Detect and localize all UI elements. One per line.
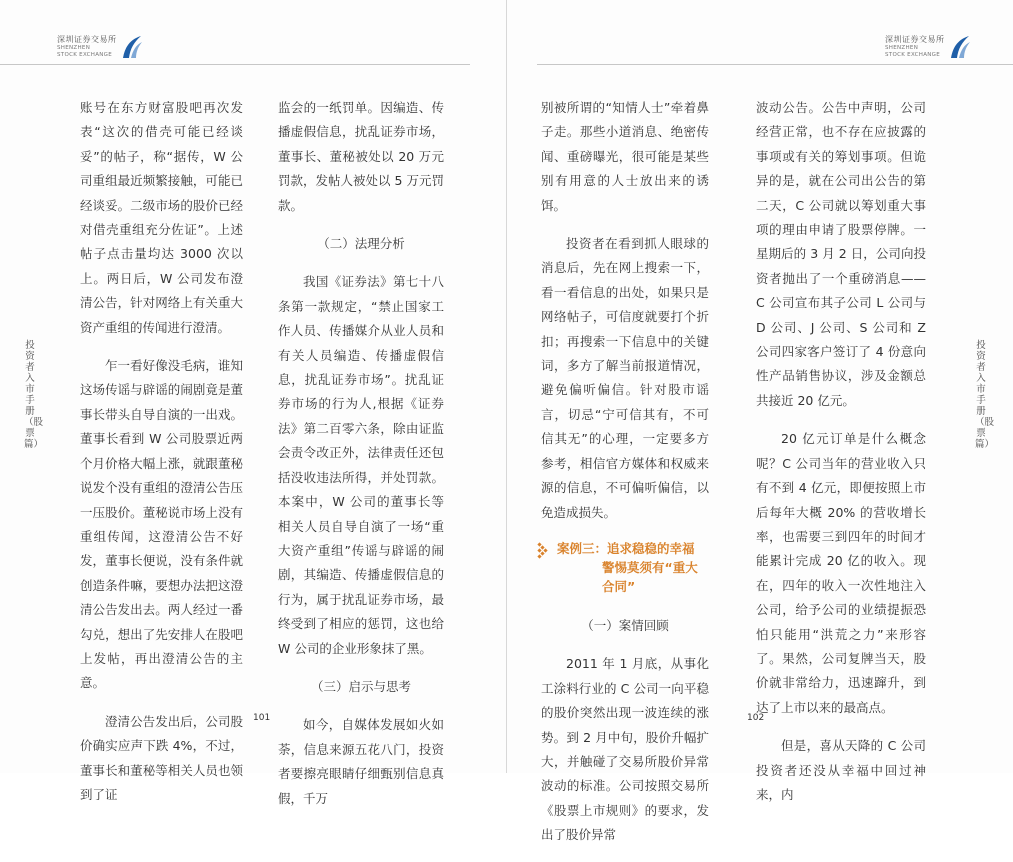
right-column-1 (541, 96, 709, 862)
logo-en-2: STOCK EXCHANGE (57, 52, 113, 58)
szse-logo-icon (949, 34, 971, 60)
section-heading: （三）启示与思考 (310, 678, 411, 694)
szse-logo-icon (121, 34, 143, 60)
case-heading (537, 539, 709, 596)
header-rule (537, 64, 1013, 65)
paragraph: 账号在东方财富股吧再次发表“这次的借壳可能已经谈妥”的帖子，称“据传，W 公司重组最近频繁接触，可能已经谈妥。二级市场的股价已经对借壳重组充分佐证”。上述帖子点击量均达 3000 次以上。两日后，W 公司发布澄清公告，针对网络上有关重大资产重组的传闻进行澄清。 (80, 100, 243, 335)
right-column-2 (756, 96, 926, 821)
section-heading: （二）法理分析 (317, 236, 405, 252)
szse-logo (57, 34, 143, 60)
paragraph: 如今，自媒体发展如火如荼，信息来源五花八门，投资者要擦亮眼睛仔细甄别信息真假，千万 (278, 717, 444, 806)
paragraph: 波动公告。公告中声明，公司经营正常，也不存在应披露的事项或有关的筹划事项。但诡异的是，就在公司出公告的第二天，C 公司就以筹划重大事项的理由申请了股票停牌。一星期后的 3 月 2 日，公司向投资者抛出了一个重磅消息——C 公司宣布其子公司 L 公司与 D 公司、J 公司、S 公司和 Z 公司四家客户签订了 4 份意向性产品销售协议，涉及金额总共接近 20 亿元。 (756, 100, 926, 408)
side-label: 投资者入市手册（股票篇） (24, 340, 44, 450)
left-column-1 (80, 96, 243, 821)
paragraph: 澄清公告发出后，公司股价确实应声下跌 4%，不过，董事长和董秘等相关人员也领到了证 (80, 713, 243, 802)
logo-text (885, 36, 945, 59)
logo-text (57, 36, 117, 59)
section-heading: （一）案情回顾 (581, 617, 669, 633)
logo-en-1: SHENZHEN (885, 44, 919, 51)
case-title-line-3: 合同” (602, 578, 636, 594)
szse-logo (885, 34, 971, 60)
logo-en-1: SHENZHEN (57, 44, 91, 51)
paragraph: 20 亿元订单是什么概念呢？C 公司当年的营业收入只有不到 4 亿元，即便按照上市后每年大概 20% 的营收增长率，也需要三到四年的时间才能累计完成 20 亿的收入。现在，四年的收入一次性地注入公司，给予公司的业绩提振恐怕只能用“洪荒之力”来形容了。果然，公司复牌当天，股价就非常给力，迅速蹿升，到达了上市以来的最高点。 (756, 431, 926, 715)
case-title-line-1: 案例三：追求稳稳的幸福 (557, 540, 695, 556)
header-rule (0, 64, 470, 65)
paragraph: 投资者在看到抓人眼球的消息后，先在网上搜索一下，看一看信息的出处，如果只是网络帖子，可信度就要打个折扣；再搜索一下信息中的关键词，多方了解当前报道情况，避免偏听偏信。针对股市谣言，切忌“宁可信其有，不可信其无”的心理，一定要多方参考，相信官方媒体和权威来源的信息，不可偏听偏信，以免造成损失。 (541, 236, 709, 520)
diamond-chevron-icon (537, 541, 553, 563)
paragraph: 2011 年 1 月底，从事化工涂料行业的 C 公司一向平稳的股价突然出现一波连续的涨势。到 2 月中旬，股价升幅扩大，并触碰了交易所股价异常波动的标准。公司按照交易所《股票上市规则》的要求，发出了股价异常 (541, 656, 709, 843)
page-number: 101 (253, 713, 271, 723)
page-number: 102 (747, 713, 765, 723)
paragraph: 别被所谓的“知情人士”牵着鼻子走。那些小道消息、绝密传闻、重磅曝光，很可能是某些别有用意的人士放出来的诱饵。 (541, 100, 709, 213)
left-column-2 (278, 96, 444, 825)
case-title-line-2: 警惕莫须有“重大 (602, 559, 698, 575)
paragraph: 但是，喜从天降的 C 公司投资者还没从幸福中回过神来，内 (756, 738, 926, 802)
left-page (0, 0, 506, 806)
logo-en-2: STOCK EXCHANGE (885, 52, 941, 58)
case-title (557, 539, 698, 596)
paragraph: 监会的一纸罚单。因编造、传播虚假信息，扰乱证券市场，董事长、董秘被处以 20 万元罚款，发帖人被处以 5 万元罚款。 (278, 100, 444, 213)
paragraph: 乍一看好像没毛病，谁知这场传谣与辟谣的闹剧竟是董事长带头自导自演的一出戏。董事长看到 W 公司股票近两个月价格大幅上涨，就跟董秘说发个没有重组的澄清公告压一压股价。董秘说市场上没有重组传闻，这澄清公告不好发，董事长便说，没有条件就创造条件嘛，要想办法把这澄清公告发出去。两人经过一番勾兑，想出了先安排人在股吧上发帖，再出澄清公告的主意。 (80, 358, 243, 691)
logo-cn: 深圳证券交易所 (57, 34, 117, 44)
paragraph: 我国《证券法》第七十八条第一款规定，“禁止国家工作人员、传播媒介从业人员和有关人员编造、传播虚假信息，扰乱证券市场”。扰乱证券市场的行为人,根据《证券法》第二百零六条，除由证监会责令改正外，法律责任还包括没收违法所得，并处罚款。本案中，W 公司的董事长等相关人员自导自演了一场“重大资产重组”传谣与辟谣的闹剧，其编造、传播虚假信息的行为，属于扰乱证券市场，最终受到了相应的惩罚，这也给 W 公司的企业形象抹了黑。 (278, 274, 444, 656)
side-label: 投资者入市手册（股票篇） (975, 340, 995, 450)
logo-cn: 深圳证券交易所 (885, 34, 945, 44)
right-page (507, 0, 1013, 843)
